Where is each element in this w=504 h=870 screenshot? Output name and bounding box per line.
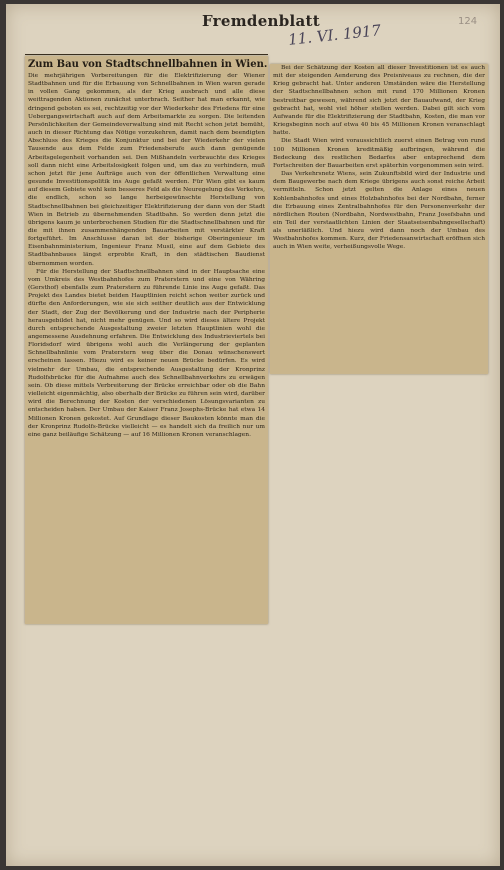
article-headline: Zum Bau von Stadtschnellbahnen in Wien. <box>28 59 268 70</box>
newspaper-clipping-right <box>270 64 488 374</box>
pencil-archive-number: 124 <box>458 16 478 27</box>
article-paragraph: Die mehrjährigen Vorbereitungen für die Elektrifizierung der Wiener Stadtbahnen und für die Erbauung von Schnellbahnen in Wien waren gerade in vollen Gang gekommen, als der Krieg ausbrach und alle diese weittragenden Aktionen zunächst unterbrach. Seither hat man erkannt, wie dringend geboten es sei, rechtzeitig vor der Wiederkehr des Friedens für eine Uebergangswirtschaft auch auf dem Arbeitsmarkte zu sorgen. Die leitenden Persönlichkeiten der Gemeindeverwaltung sind mit Recht schon jetzt bemüht, auch in dieser Richtung das Nötige vorzukehren, damit nach dem beendigten Abschluss des Krieges die Konjunktur und bei der Wiederkehr der vielen Tausende aus dem Felde zum Friedensberufe auch dann genügende Arbeitsgelegenheit vorhanden sei. Den Mißhandeln verbrauchte des Krieges soll dann nicht eine Arbeitslosigkeit folgen und, um das zu verhindern, muß schon jetzt für jene Aufträge auch von der öffentlichen Verwaltung eine gesunde Investitionspolitik ins Auge gefaßt werden. Für Wien gibt es kaum auf diesem Gebiete wohl kein besseres Feld als die Neuregelung des Verkehrs, die endlich, schon so lange herbeigewünschte Herstellung von Stadtschnellbahnen bei gleichzeitiger Elektrifizierung der dann von der Stadt Wien in Betrieb zu übernehmenden Stadtbahn. So werden denn jetzt die übrigens kaum je unterbrochenen Studien für die Stadtschnellbahnen und für die mit ihnen zusammenhängenden Bauarbeiten mit verstärkter Kraft fortgeführt. Im Anschlusse daran ist der bisherige Oberingenieur im Eisenbahnministerium, Ingenieur Franz Musil, eine auf dem Gebiete des Stadtbahnbaues längst erprobte Kraft, in den städtischen Baudienst übernommen worden. <box>28 73 265 267</box>
newspaper-title: Fremdenblatt <box>202 12 321 30</box>
article-paragraph: Bei der Schätzung der Kosten all dieser Investitionen ist es auch mit der steigenden Aenderung des Preisniveaus zu rechnen, die der Krieg gebracht hat. Unter anderen Umständen wäre die Herstellung der Stadtschnellbahnen schon mit rund 170 Millionen Kronen bestreitbar gewesen, während sich jetzt der Bauaufwand, der Krieg gebracht hat, wohl viel höher stellen werden. Dabei gilt sich vom Aufwande für die Elektrifizierung der Stadtbahn, Kosten, die man vor Kriegsbeginn noch auf etwa 40 bis 45 Millionen Kronen veranschlagt hatte. <box>273 65 485 137</box>
handwritten-date: 11. VI. 1917 <box>287 21 382 49</box>
article-paragraph: Das Verkehrsnetz Wiens, sein Zukunftsbild wird der Industrie und dem Baugewerbe nach dem Kriege übrigens auch sonst reiche Arbeit vermitteln. Schon jetzt gelten die Anlage eines neuen Kohlenbahnhofes und eines Holzbahnhofes bei der Nordbahn, ferner die Erbauung eines Zentralbahnhofes für den Personenverkehr der nördlichen Routen (Nordbahn, Nordwestbahn, Franz Josefsbahn und ein Teil der verstaatlichten Linien der Staatseisenbahngesellschaft) als unerläßlich. Und hiezu wird dann noch der Umbau des Westbahnhofes kommen. Kurz, der Friedensanwirtschaft eröffnen sich auch in Wien weite, verheißungsvolle Wege. <box>273 171 485 251</box>
article-paragraph: Für die Herstellung der Stadtschnellbahnen sind in der Hauptsache eine vom Umkreis des Westbahnhofes zum Praterstern und eine von Währing (Gersthof) ebenfalls zum Praterstern zu führende Linie ins Auge gefaßt. Das Projekt des Landes bietet beiden Hauptlinien reicht schon weiter zurück und dürfte den Anforderungen, wie sie sich seither deutlich aus der Entwicklung der Stadt, der Zug der Bevölkerung und der Industrie nach der Peripherie herausgebildet hat, nicht mehr genügen. Und so wird dieses ältere Projekt durch entsprechende Ausgestaltung zweier letzten Hauptlinien wohl die angemessene Ausdehnung erfahren. Die Entwicklung des Industrieviertels bei Floridsdorf wird übrigens wohl auch die Verlängerung der geplanten Schnellbahnlinie vom Praterstern weg über die Donau wünschenswert erscheinen lassen. Hiezu wird es keiner neuen Brücke bedürfen. Es wird vielmehr der Umbau, die entsprechende Ausgestaltung der Kronprinz Rudolfsbrücke für die Aufnahme auch des Schnellbahnverkehrs zu erwägen sein. Ob diese mittels Verbreiterung der Brücke erreichbar oder ob die Bahn vielleicht eigenmächtig, also oberhalb der Brücke zu führen sein wird, darüber wird die Berechnung der Kosten der verschiedenen Lösungsvarianten zu entscheiden haben. Der Umbau der Kaiser Franz Josephs-Brücke hat etwa 14 Millionen Kronen gekostet. Auf Grundlage dieser Baukosten könnte man die der Kronprinz Rudolfs-Brücke vielleicht — es handelt sich da freilich nur um eine ganz beiläufige Schätzung — auf 16 Millionen Kronen veranschlagen. <box>28 268 265 438</box>
article-paragraph: Die Stadt Wien wird voraussichtlich zuerst einen Betrag von rund 100 Millionen Kronen kreditmäßig aufbringen, während die Bedeckung des restlichen Bedarfes aber entsprechend dem Fortschreiten der Bauarbeiten erst späterhin vorgenommen sein wird. <box>273 138 485 169</box>
newspaper-clipping-left <box>25 56 268 624</box>
clipping-top-rule <box>25 54 268 55</box>
